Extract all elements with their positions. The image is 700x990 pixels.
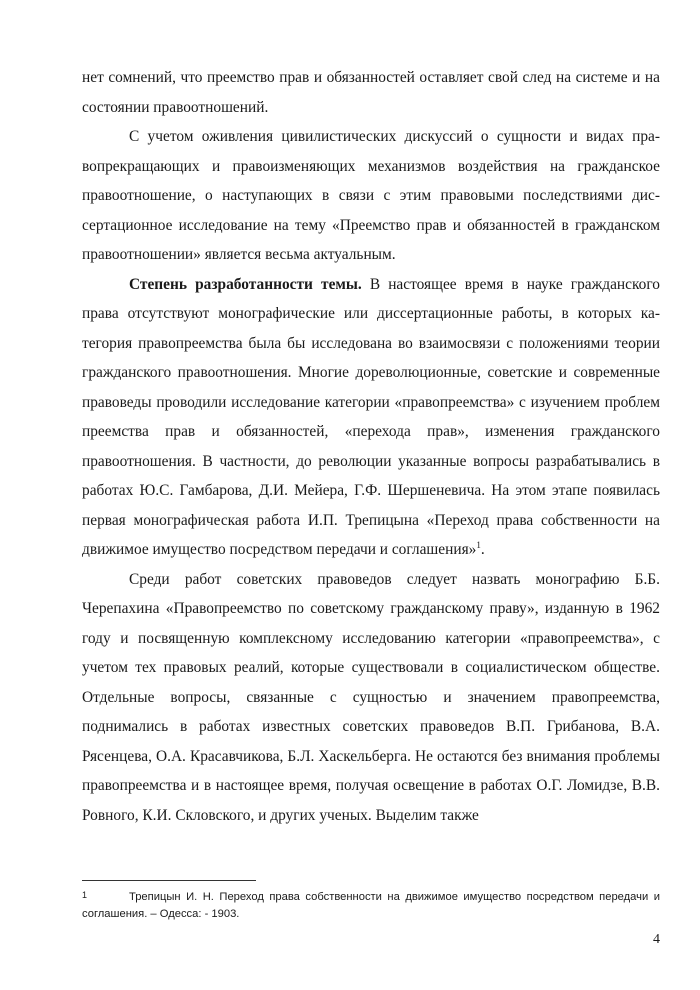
- paragraph-1: нет сомнений, что преемство прав и обязанностей оставляет свой след на системе и на состоянии правоотношений.: [82, 69, 660, 116]
- footnote-separator: [82, 880, 256, 881]
- footnote-text: Трепицын И. Н. Переход права собственности на движимое имущество посредством передачи и соглашения. – Одесса: - 1903.: [82, 891, 660, 920]
- body-text: [82, 63, 660, 830]
- page-number: 4: [653, 932, 660, 947]
- paragraph-3: [82, 270, 660, 565]
- section-heading-inline: Степень разработанности темы.: [129, 275, 362, 293]
- paragraph-3-end: .: [480, 541, 485, 558]
- paragraph-3-text: В настоящее время в науке гражданского права отсутствуют монографические или диссертационные работы, в которых категория правопреемства была бы исследована во взаимосвязи с положениями теории гражданского правоотношения. Многие дореволюционные, советские и современные правоведы проводили исследование категории «правопреемства» с изучением проблем преемства прав и обязанностей, «перехода прав», изменения гражданского правоотношения. В частности, до революции указанные вопросы разрабатывались в работах Ю.С. Гамбарова, Д.И. Мейера, Г.Ф. Шершеневича. На этом этапе появилась первая монографическая работа И.П. Трепицына «Переход права собственности на движимое имущество посредством передачи и соглашения»: [82, 275, 660, 558]
- paragraph-4: Среди работ советских правоведов следует назвать монографию Б.Б. Черепахина «Правопреемство по советскому гражданскому праву», изданную в 1962 году и посвященную комплексному исследованию категории «правопреемства», с учетом тех правовых реалий, которые существовали в социалистическом обществе. Отдельные вопросы, связанные с сущностью и значением правопреемства, поднимались в работах известных советских правоведов В.П. Грибанова, В.А. Рясенцева, О.А. Красавчикова, Б.Л. Хаскельберга. Не остаются без внимания проблемы правопреемства и в настоящее время, получая освещение в работах О.Г. Ломидзе, В.В. Ровного, К.И. Скловского, и других ученых. Выделим также: [82, 570, 660, 824]
- paragraph-2: С учетом оживления цивилистических дискуссий о сущности и видах правопрекращающих и правоизменяющих механизмов воздействия на гражданское правоотношение, о наступающих в связи с этим правовыми последствиями диссертационное исследование на тему «Преемство прав и обязанностей в гражданском правоотношении» является весьма актуальным.: [82, 128, 660, 263]
- footnote-reference[interactable]: 1: [476, 539, 481, 550]
- footnote-number: 1: [82, 890, 88, 900]
- footnote: [82, 889, 660, 923]
